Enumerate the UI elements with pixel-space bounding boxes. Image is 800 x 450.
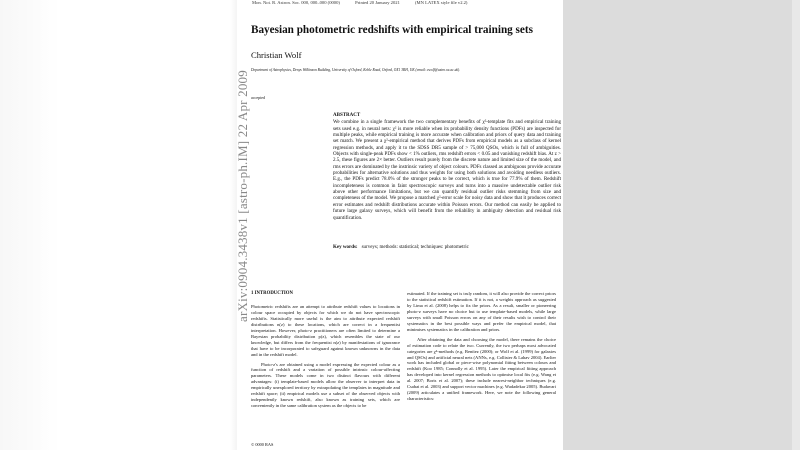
abstract-text: We combine in a single framework the two complementary benefits of χ²-template fits and empirical training sets used e.g. in neural nets: χ² is more reliable when its probability density functions (PDFs) are inspected for multiple peaks, while empirical training is more accurate when calibration and priors of query data and training set match. We present a χ²-empirical method that derives PDFs from empirical models as a subclass of kernel regression methods, and apply it to the SDSS DR5 sample of > 75,000 QSOs, which is full of ambiguities. Objects with single-peak PDFs show < 1% outliers, rms redshift errors < 0.05 and vanishing redshift bias. At z > 2.5, these figures are 2× better. Outliers result purely from the discrete nature and limited size of the model, and rms errors are dominated by the instrinsic variety of object colours. PDFs classed as ambiguous provide accurate probabilities for alternative solutions and thus weights for using both solutions and avoiding needless outliers. E.g., the PDFs predict 78.0% of the stronger peaks to be correct, which is true for 77.9% of them. Redshift incompleteness is common in faint spectroscopic surveys and turns into a massive undetectable outlier risk above other performance limitations, but we can quantify residual outlier risks stemming from size and completeness of the model. We propose a matched χ²-error scale for noisy data and show that it produces correct error estimates and redshift distributions accurate within Poisson errors. Our method can easily be applied to future large galaxy surveys, which will benefit from the reliability in ambiguity detection and residual risk quantification. [333,119,561,221]
paragraph: After obtaining the data and choosing the model, there remains the choice of estimation code to relate the two. Currently, the two perhaps most advocated categories are χ²-methods (e.g. Benítez (2000); or Wolf et al. (1999) for galaxies and QSOs) and artificial neural nets (ANNs, e.g. Collister & Lahav 2004). Earlier work has included global or piece-wise polynomial fitting between colours and redshift (Koo 1985; Connolly et al. 1995). Later the empirical fitting approach has developed into kernel regression methods to optimise local fits (e.g. Wang et al. 2007; Boris et al. 2007); these include nearest-neighbor techniques (e.g. Csabai et al. 2003) and support vector machines (e.g. Wadadekar 2005). Budavari (2009) articulates a unified framework. Here, we note the following general characteristics: [407,336,556,402]
abstract [333,113,561,221]
abstract-heading: ABSTRACT [333,113,361,118]
keywords-value: surveys; methods: statistical; techniques: photometric [361,245,469,250]
running-header [252,0,481,5]
viewer-background [563,0,800,450]
author-name: Christian Wolf [251,50,302,60]
section-heading-introduction: 1 INTRODUCTION [251,291,293,296]
paragraph: Photo-z's are obtained using a model expressing the expected colour as a function of redshift and a variation of possible intrinsic colour-affecting parameters. These models come in two distinct flavours with different advantages: (i) template-based models allow the observer to interpret data in empirically unexplored territory by extrapolating the templates in magnitude and redshift space; (ii) empirical models use a subset of the observed objects with independently known redshift, also known as training sets, which are conveniently in the same calibration system as the objects to be [251,361,400,409]
column-right [407,291,556,402]
column-left [251,291,400,409]
printed-date: Printed 20 January 2021 [355,0,400,5]
scrollbar-track[interactable] [792,0,800,450]
keywords [333,245,469,250]
affiliation: Department of Astrophysics, Denys Wilkinson Building, University of Oxford, Keble Road, Oxford, OX1 3RH, UK (email: cwolf@astro.ox.ac.uk). [251,68,461,72]
paragraph: Photometric redshifts are an attempt to attribute redshift values to locations in colour space occupied by objects for which we do not have spectroscopic redshifts. Statistically more useful is the aim to attribute expected redshift distributions n(z) to these locations, which are correct in a frequentist interpretation. However, photo-z practitioners are often limited to determine a Bayesian probability distribution p(z), which resembles the state of our knowledge, but differs from the frequentist n(z) by manifestations of ignorance that have to be incorporated to safeguard against known unknowns in the data and in the redshift model. [251,303,400,357]
paper-title: Bayesian photometric redshifts with empirical training sets [251,24,533,36]
journal-citation: Mon. Not. R. Astron. Soc. 000, 000–000 (0000) [252,0,340,5]
paragraph: estimated. If the training set is truly random, it will also provide the correct priors to the statistical redshift estimation. If it is not, a weights approach as suggested by Lima et al. (2008) helps to fix the priors. As a result, smaller or pioneering photo-z surveys have no choice but to use template-based models, while large surveys with small Poisson errors on any of their results wish to control their systematics in the best possible ways and prefer the empirical model, that minimises systematics in the calibration and priors. [407,291,556,332]
style-file: (MN LATEX style file v2.2) [415,0,468,5]
keywords-label: Key words: [333,245,358,250]
pdf-page [237,0,563,450]
copyright: © 0000 RAS [251,442,274,447]
arxiv-stamp: arXiv:0904.3438v1 [astro-ph.IM] 22 Apr 2009 [235,70,250,322]
status-accepted: accepted [251,95,265,100]
